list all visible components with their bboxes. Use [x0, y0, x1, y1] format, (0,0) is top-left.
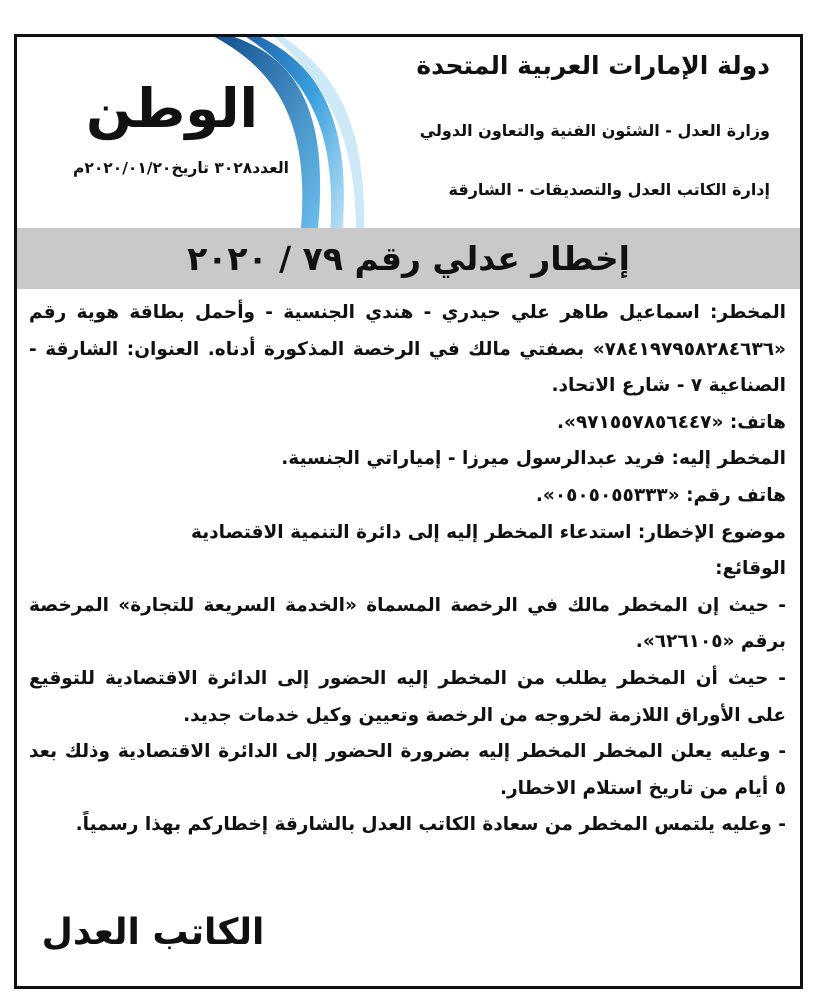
- fact-item: - حيث أن المخطر يطلب من المخطر إليه الحضور إلى الدائرة الاقتصادية للتوقيع على الأوراق اللازمة لخروجه من الرخصة وتعيين وكيل خدمات جديد.: [29, 667, 786, 726]
- issue-number-date: العدد٣٠٢٨ تاريخ٢٠٢٠/٠١/٢٠م: [73, 159, 289, 177]
- newspaper-logo-text: الوطن: [85, 77, 259, 140]
- country-name: دولة الإمارات العربية المتحدة: [416, 51, 770, 80]
- signature: الكاتب العدل: [41, 912, 265, 953]
- facts-heading: الوقائع:: [715, 558, 786, 580]
- fact-item: - وعليه يعلن المخطر المخطر إليه بضرورة الحضور إلى الدائرة الاقتصادية وذلك بعد ٥ أيام من تاريخ استلام الاخطار.: [29, 741, 786, 799]
- fact-item: - وعليه يلتمس المخطر من سعادة الكاتب العدل بالشارقة إخطاركم بهذا رسمياً.: [75, 814, 786, 836]
- fact-item: - حيث إن المخطر مالك في الرخصة المسماة «الخدمة السريعة للتجارة» المرخصة برقم «٦٢٦١٠٥».: [29, 594, 786, 653]
- notified-party: المخطر إليه: فريد عبدالرسول ميرزا - إمياراتي الجنسية.: [281, 448, 786, 470]
- notice-body: [29, 295, 786, 844]
- notice-subject: موضوع الإخطار: استدعاء المخطر إليه إلى دائرة التنمية الاقتصادية: [191, 521, 786, 543]
- notice-title: إخطار عدلي رقم ٧٩ / ٢٠٢٠: [17, 228, 800, 289]
- notifier-details: المخطر: اسماعيل طاهر علي حيدري - هندي الجنسية - وأحمل بطاقة هوية رقم «٧٨٤١٩٧٩٥٨٢٨٤٦٣٦» بصفتي مالك في الرخصة المذكورة أدناه. العنوان: الشارقة - الصناعية ٧ - شارع الاتحاد.: [29, 302, 786, 397]
- notice-frame: [14, 34, 803, 989]
- notifier-phone: هاتف: «٩٧١٥٥٧٨٥٦٤٤٧».: [556, 411, 786, 433]
- notified-phone: هاتف رقم: «٠٥٠٥٠٥٥٣٣٣».: [535, 484, 786, 506]
- department-name: إدارة الكاتب العدل والتصديقات - الشارقة: [448, 180, 770, 199]
- ministry-name: وزارة العدل - الشئون الفنية والتعاون الدولي: [419, 121, 770, 140]
